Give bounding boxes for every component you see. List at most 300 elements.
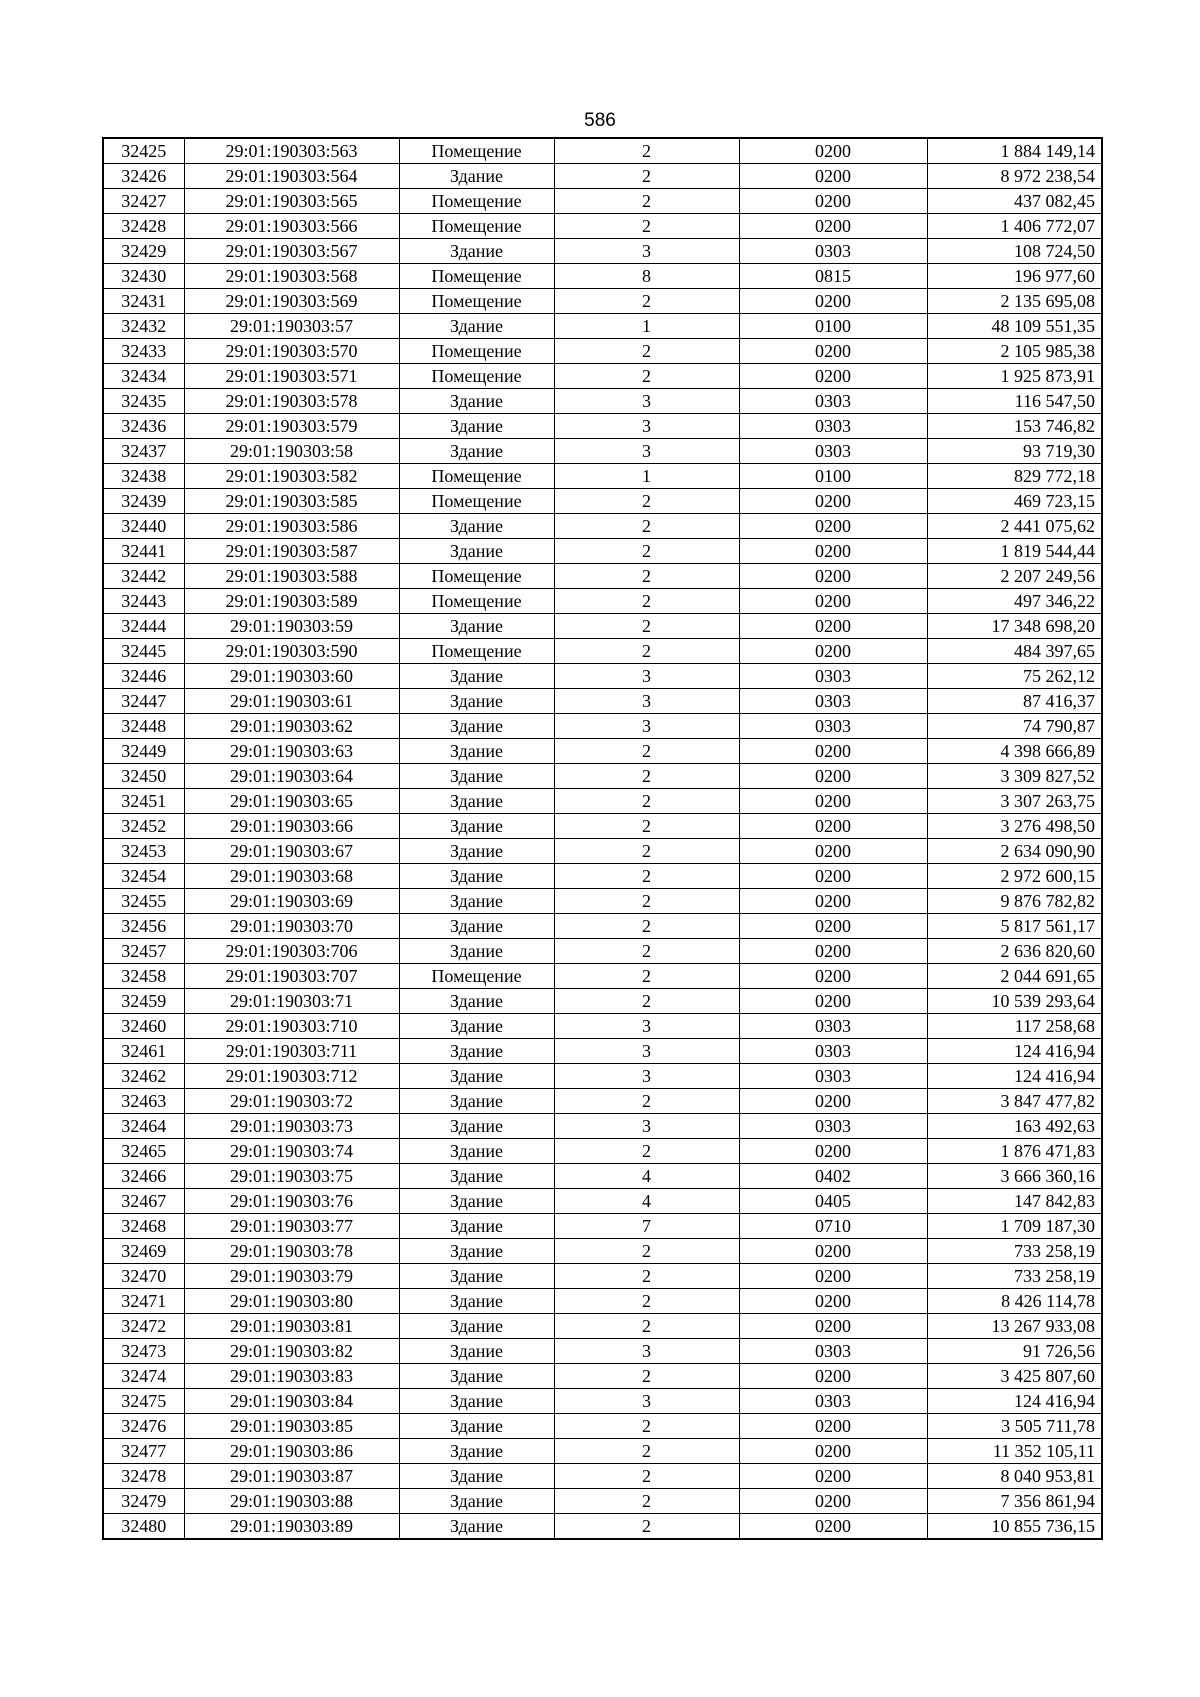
object-type-cell: Помещение <box>399 339 554 364</box>
cadastral-number-cell: 29:01:190303:57 <box>184 314 399 339</box>
row-number-cell: 32463 <box>103 1089 184 1114</box>
group-number-cell: 2 <box>554 764 739 789</box>
cadastral-value-cell: 124 416,94 <box>927 1064 1102 1089</box>
object-type-cell: Помещение <box>399 364 554 389</box>
cadastral-number-cell: 29:01:190303:80 <box>184 1289 399 1314</box>
row-number-cell: 32449 <box>103 739 184 764</box>
group-code-cell: 0303 <box>739 664 927 689</box>
group-code-cell: 0303 <box>739 1389 927 1414</box>
group-code-cell: 0200 <box>739 1514 927 1540</box>
group-code-cell: 0200 <box>739 1314 927 1339</box>
group-code-cell: 0303 <box>739 1064 927 1089</box>
table-row <box>103 1089 1102 1114</box>
row-number-cell: 32453 <box>103 839 184 864</box>
group-number-cell: 2 <box>554 814 739 839</box>
group-code-cell: 0200 <box>739 489 927 514</box>
table-row <box>103 764 1102 789</box>
cadastral-value-cell: 2 441 075,62 <box>927 514 1102 539</box>
table-row <box>103 364 1102 389</box>
group-number-cell: 2 <box>554 914 739 939</box>
row-number-cell: 32427 <box>103 189 184 214</box>
group-number-cell: 2 <box>554 1139 739 1164</box>
row-number-cell: 32466 <box>103 1164 184 1189</box>
cadastral-value-cell: 10 539 293,64 <box>927 989 1102 1014</box>
cadastral-value-cell: 3 847 477,82 <box>927 1089 1102 1114</box>
table-row <box>103 1289 1102 1314</box>
cadastral-number-cell: 29:01:190303:89 <box>184 1514 399 1540</box>
cadastral-number-cell: 29:01:190303:564 <box>184 164 399 189</box>
table-row <box>103 664 1102 689</box>
group-number-cell: 2 <box>554 639 739 664</box>
group-code-cell: 0200 <box>739 164 927 189</box>
row-number-cell: 32478 <box>103 1464 184 1489</box>
cadastral-value-cell: 108 724,50 <box>927 239 1102 264</box>
object-type-cell: Здание <box>399 814 554 839</box>
object-type-cell: Здание <box>399 1089 554 1114</box>
cadastral-value-cell: 1 876 471,83 <box>927 1139 1102 1164</box>
table-row <box>103 1364 1102 1389</box>
cadastral-value-cell: 2 105 985,38 <box>927 339 1102 364</box>
group-number-cell: 2 <box>554 489 739 514</box>
object-type-cell: Здание <box>399 914 554 939</box>
cadastral-number-cell: 29:01:190303:86 <box>184 1439 399 1464</box>
group-code-cell: 0303 <box>739 439 927 464</box>
table-row <box>103 1139 1102 1164</box>
row-number-cell: 32437 <box>103 439 184 464</box>
group-number-cell: 2 <box>554 1239 739 1264</box>
object-type-cell: Здание <box>399 1514 554 1540</box>
table-row <box>103 514 1102 539</box>
group-number-cell: 2 <box>554 889 739 914</box>
group-code-cell: 0200 <box>739 964 927 989</box>
row-number-cell: 32471 <box>103 1289 184 1314</box>
group-number-cell: 8 <box>554 264 739 289</box>
group-number-cell: 2 <box>554 964 739 989</box>
table-row <box>103 138 1102 164</box>
group-number-cell: 2 <box>554 289 739 314</box>
row-number-cell: 32431 <box>103 289 184 314</box>
group-number-cell: 1 <box>554 314 739 339</box>
group-number-cell: 3 <box>554 239 739 264</box>
object-type-cell: Здание <box>399 864 554 889</box>
group-number-cell: 2 <box>554 589 739 614</box>
group-number-cell: 2 <box>554 1264 739 1289</box>
cadastral-value-cell: 2 135 695,08 <box>927 289 1102 314</box>
object-type-cell: Здание <box>399 1414 554 1439</box>
table-row <box>103 439 1102 464</box>
row-number-cell: 32438 <box>103 464 184 489</box>
object-type-cell: Здание <box>399 1314 554 1339</box>
object-type-cell: Здание <box>399 989 554 1014</box>
group-code-cell: 0303 <box>739 414 927 439</box>
group-code-cell: 0815 <box>739 264 927 289</box>
row-number-cell: 32439 <box>103 489 184 514</box>
group-number-cell: 2 <box>554 1089 739 1114</box>
cadastral-value-cell: 2 636 820,60 <box>927 939 1102 964</box>
object-type-cell: Здание <box>399 664 554 689</box>
table-row <box>103 1064 1102 1089</box>
cadastral-number-cell: 29:01:190303:567 <box>184 239 399 264</box>
table-row <box>103 1189 1102 1214</box>
group-number-cell: 2 <box>554 614 739 639</box>
object-type-cell: Здание <box>399 1139 554 1164</box>
group-number-cell: 3 <box>554 1014 739 1039</box>
row-number-cell: 32436 <box>103 414 184 439</box>
cadastral-number-cell: 29:01:190303:590 <box>184 639 399 664</box>
cadastral-number-cell: 29:01:190303:84 <box>184 1389 399 1414</box>
row-number-cell: 32442 <box>103 564 184 589</box>
group-number-cell: 3 <box>554 389 739 414</box>
object-type-cell: Помещение <box>399 589 554 614</box>
group-number-cell: 2 <box>554 1314 739 1339</box>
table-row <box>103 1389 1102 1414</box>
cadastral-number-cell: 29:01:190303:61 <box>184 689 399 714</box>
group-code-cell: 0200 <box>739 1239 927 1264</box>
cadastral-number-cell: 29:01:190303:70 <box>184 914 399 939</box>
cadastral-value-cell: 3 276 498,50 <box>927 814 1102 839</box>
object-type-cell: Здание <box>399 789 554 814</box>
cadastral-value-cell: 2 634 090,90 <box>927 839 1102 864</box>
group-code-cell: 0200 <box>739 1439 927 1464</box>
group-number-cell: 2 <box>554 214 739 239</box>
table-row <box>103 264 1102 289</box>
group-number-cell: 3 <box>554 689 739 714</box>
group-code-cell: 0200 <box>739 364 927 389</box>
table-body <box>103 138 1102 1539</box>
cadastral-number-cell: 29:01:190303:712 <box>184 1064 399 1089</box>
table-row <box>103 489 1102 514</box>
object-type-cell: Помещение <box>399 214 554 239</box>
group-number-cell: 2 <box>554 1414 739 1439</box>
cadastral-value-cell: 1 406 772,07 <box>927 214 1102 239</box>
row-number-cell: 32476 <box>103 1414 184 1439</box>
cadastral-number-cell: 29:01:190303:58 <box>184 439 399 464</box>
row-number-cell: 32479 <box>103 1489 184 1514</box>
group-code-cell: 0200 <box>739 839 927 864</box>
row-number-cell: 32448 <box>103 714 184 739</box>
group-number-cell: 4 <box>554 1164 739 1189</box>
cadastral-value-cell: 3 307 263,75 <box>927 789 1102 814</box>
cadastral-value-cell: 91 726,56 <box>927 1339 1102 1364</box>
row-number-cell: 32445 <box>103 639 184 664</box>
cadastral-number-cell: 29:01:190303:79 <box>184 1264 399 1289</box>
object-type-cell: Здание <box>399 1064 554 1089</box>
cadastral-value-cell: 1 884 149,14 <box>927 138 1102 164</box>
cadastral-number-cell: 29:01:190303:60 <box>184 664 399 689</box>
group-code-cell: 0200 <box>739 1289 927 1314</box>
group-number-cell: 2 <box>554 1464 739 1489</box>
table-row <box>103 889 1102 914</box>
group-code-cell: 0200 <box>739 539 927 564</box>
group-code-cell: 0200 <box>739 864 927 889</box>
row-number-cell: 32464 <box>103 1114 184 1139</box>
cadastral-value-cell: 93 719,30 <box>927 439 1102 464</box>
row-number-cell: 32468 <box>103 1214 184 1239</box>
group-code-cell: 0710 <box>739 1214 927 1239</box>
cadastral-value-cell: 17 348 698,20 <box>927 614 1102 639</box>
object-type-cell: Здание <box>399 314 554 339</box>
row-number-cell: 32430 <box>103 264 184 289</box>
group-code-cell: 0200 <box>739 939 927 964</box>
cadastral-value-cell: 3 666 360,16 <box>927 1164 1102 1189</box>
object-type-cell: Здание <box>399 1014 554 1039</box>
group-number-cell: 2 <box>554 1489 739 1514</box>
cadastral-value-cell: 437 082,45 <box>927 189 1102 214</box>
row-number-cell: 32474 <box>103 1364 184 1389</box>
table-row <box>103 939 1102 964</box>
object-type-cell: Помещение <box>399 489 554 514</box>
cadastral-value-cell: 8 040 953,81 <box>927 1464 1102 1489</box>
group-code-cell: 0200 <box>739 789 927 814</box>
table-row <box>103 1439 1102 1464</box>
object-type-cell: Здание <box>399 389 554 414</box>
group-number-cell: 2 <box>554 789 739 814</box>
cadastral-number-cell: 29:01:190303:586 <box>184 514 399 539</box>
group-number-cell: 2 <box>554 564 739 589</box>
group-number-cell: 3 <box>554 439 739 464</box>
cadastral-number-cell: 29:01:190303:77 <box>184 1214 399 1239</box>
object-type-cell: Помещение <box>399 138 554 164</box>
row-number-cell: 32458 <box>103 964 184 989</box>
cadastral-number-cell: 29:01:190303:63 <box>184 739 399 764</box>
cadastral-number-cell: 29:01:190303:72 <box>184 1089 399 1114</box>
group-code-cell: 0200 <box>739 1464 927 1489</box>
object-type-cell: Здание <box>399 1039 554 1064</box>
cadastral-number-cell: 29:01:190303:563 <box>184 138 399 164</box>
row-number-cell: 32456 <box>103 914 184 939</box>
cadastral-value-cell: 733 258,19 <box>927 1264 1102 1289</box>
cadastral-value-cell: 469 723,15 <box>927 489 1102 514</box>
row-number-cell: 32428 <box>103 214 184 239</box>
group-number-cell: 3 <box>554 414 739 439</box>
cadastral-value-cell: 87 416,37 <box>927 689 1102 714</box>
group-number-cell: 2 <box>554 864 739 889</box>
object-type-cell: Здание <box>399 239 554 264</box>
row-number-cell: 32480 <box>103 1514 184 1540</box>
object-type-cell: Помещение <box>399 289 554 314</box>
row-number-cell: 32457 <box>103 939 184 964</box>
group-number-cell: 2 <box>554 1364 739 1389</box>
cadastral-value-cell: 48 109 551,35 <box>927 314 1102 339</box>
table-row <box>103 1239 1102 1264</box>
row-number-cell: 32434 <box>103 364 184 389</box>
cadastral-value-cell: 497 346,22 <box>927 589 1102 614</box>
cadastral-number-cell: 29:01:190303:69 <box>184 889 399 914</box>
cadastral-value-cell: 74 790,87 <box>927 714 1102 739</box>
object-type-cell: Здание <box>399 739 554 764</box>
cadastral-value-cell: 8 426 114,78 <box>927 1289 1102 1314</box>
object-type-cell: Помещение <box>399 564 554 589</box>
row-number-cell: 32459 <box>103 989 184 1014</box>
cadastral-value-cell: 2 044 691,65 <box>927 964 1102 989</box>
cadastral-value-cell: 1 925 873,91 <box>927 364 1102 389</box>
cadastral-value-cell: 10 855 736,15 <box>927 1514 1102 1540</box>
object-type-cell: Здание <box>399 1114 554 1139</box>
object-type-cell: Здание <box>399 539 554 564</box>
group-code-cell: 0200 <box>739 564 927 589</box>
group-number-cell: 2 <box>554 1514 739 1540</box>
group-number-cell: 3 <box>554 714 739 739</box>
object-type-cell: Здание <box>399 1214 554 1239</box>
table-row <box>103 1314 1102 1339</box>
object-type-cell: Здание <box>399 689 554 714</box>
cadastral-number-cell: 29:01:190303:565 <box>184 189 399 214</box>
group-code-cell: 0200 <box>739 189 927 214</box>
cadastral-value-cell: 13 267 933,08 <box>927 1314 1102 1339</box>
cadastral-number-cell: 29:01:190303:71 <box>184 989 399 1014</box>
table-row <box>103 864 1102 889</box>
group-code-cell: 0200 <box>739 1364 927 1389</box>
table-row <box>103 214 1102 239</box>
cadastral-value-cell: 124 416,94 <box>927 1389 1102 1414</box>
cadastral-value-cell: 8 972 238,54 <box>927 164 1102 189</box>
row-number-cell: 32467 <box>103 1189 184 1214</box>
table-row <box>103 164 1102 189</box>
group-number-cell: 2 <box>554 339 739 364</box>
object-type-cell: Здание <box>399 1489 554 1514</box>
cadastral-value-cell: 153 746,82 <box>927 414 1102 439</box>
table-row <box>103 639 1102 664</box>
group-code-cell: 0402 <box>739 1164 927 1189</box>
cadastral-value-cell: 1 709 187,30 <box>927 1214 1102 1239</box>
group-code-cell: 0200 <box>739 639 927 664</box>
group-code-cell: 0200 <box>739 339 927 364</box>
cadastral-number-cell: 29:01:190303:65 <box>184 789 399 814</box>
cadastral-number-cell: 29:01:190303:85 <box>184 1414 399 1439</box>
row-number-cell: 32461 <box>103 1039 184 1064</box>
group-number-cell: 2 <box>554 939 739 964</box>
group-code-cell: 0303 <box>739 689 927 714</box>
cadastral-value-cell: 4 398 666,89 <box>927 739 1102 764</box>
group-number-cell: 3 <box>554 1114 739 1139</box>
group-code-cell: 0200 <box>739 1264 927 1289</box>
cadastral-value-cell: 2 972 600,15 <box>927 864 1102 889</box>
cadastral-value-cell: 9 876 782,82 <box>927 889 1102 914</box>
cadastral-value-cell: 147 842,83 <box>927 1189 1102 1214</box>
row-number-cell: 32477 <box>103 1439 184 1464</box>
table-row <box>103 1514 1102 1540</box>
row-number-cell: 32444 <box>103 614 184 639</box>
object-type-cell: Здание <box>399 1264 554 1289</box>
table-row <box>103 1414 1102 1439</box>
table-row <box>103 839 1102 864</box>
cadastral-number-cell: 29:01:190303:76 <box>184 1189 399 1214</box>
group-code-cell: 0200 <box>739 589 927 614</box>
cadastral-number-cell: 29:01:190303:78 <box>184 1239 399 1264</box>
group-number-cell: 2 <box>554 189 739 214</box>
cadastral-number-cell: 29:01:190303:67 <box>184 839 399 864</box>
row-number-cell: 32469 <box>103 1239 184 1264</box>
group-number-cell: 2 <box>554 514 739 539</box>
group-number-cell: 2 <box>554 1289 739 1314</box>
object-type-cell: Здание <box>399 1389 554 1414</box>
table-row <box>103 964 1102 989</box>
cadastral-number-cell: 29:01:190303:582 <box>184 464 399 489</box>
row-number-cell: 32455 <box>103 889 184 914</box>
object-type-cell: Здание <box>399 889 554 914</box>
table-row <box>103 739 1102 764</box>
row-number-cell: 32465 <box>103 1139 184 1164</box>
table-row <box>103 1014 1102 1039</box>
cadastral-value-cell: 1 819 544,44 <box>927 539 1102 564</box>
group-number-cell: 3 <box>554 1064 739 1089</box>
cadastral-number-cell: 29:01:190303:74 <box>184 1139 399 1164</box>
cadastral-number-cell: 29:01:190303:707 <box>184 964 399 989</box>
row-number-cell: 32452 <box>103 814 184 839</box>
row-number-cell: 32462 <box>103 1064 184 1089</box>
group-code-cell: 0200 <box>739 889 927 914</box>
object-type-cell: Помещение <box>399 264 554 289</box>
cadastral-number-cell: 29:01:190303:87 <box>184 1464 399 1489</box>
group-code-cell: 0100 <box>739 314 927 339</box>
row-number-cell: 32435 <box>103 389 184 414</box>
cadastral-number-cell: 29:01:190303:75 <box>184 1164 399 1189</box>
group-code-cell: 0200 <box>739 739 927 764</box>
cadastral-number-cell: 29:01:190303:568 <box>184 264 399 289</box>
object-type-cell: Здание <box>399 1464 554 1489</box>
object-type-cell: Помещение <box>399 964 554 989</box>
row-number-cell: 32425 <box>103 138 184 164</box>
object-type-cell: Здание <box>399 1439 554 1464</box>
row-number-cell: 32429 <box>103 239 184 264</box>
cadastral-value-cell: 163 492,63 <box>927 1114 1102 1139</box>
group-code-cell: 0200 <box>739 989 927 1014</box>
table-row <box>103 789 1102 814</box>
cadastral-value-cell: 124 416,94 <box>927 1039 1102 1064</box>
object-type-cell: Здание <box>399 614 554 639</box>
row-number-cell: 32451 <box>103 789 184 814</box>
table-row <box>103 589 1102 614</box>
group-number-cell: 3 <box>554 664 739 689</box>
group-code-cell: 0200 <box>739 1489 927 1514</box>
group-number-cell: 2 <box>554 1439 739 1464</box>
table-row <box>103 1489 1102 1514</box>
cadastral-value-cell: 484 397,65 <box>927 639 1102 664</box>
table-row <box>103 539 1102 564</box>
cadastral-value-cell: 3 309 827,52 <box>927 764 1102 789</box>
row-number-cell: 32460 <box>103 1014 184 1039</box>
table-row <box>103 1214 1102 1239</box>
cadastral-number-cell: 29:01:190303:588 <box>184 564 399 589</box>
object-type-cell: Здание <box>399 1189 554 1214</box>
row-number-cell: 32432 <box>103 314 184 339</box>
group-code-cell: 0200 <box>739 1089 927 1114</box>
cadastral-number-cell: 29:01:190303:62 <box>184 714 399 739</box>
table-row <box>103 1114 1102 1139</box>
row-number-cell: 32473 <box>103 1339 184 1364</box>
group-code-cell: 0200 <box>739 614 927 639</box>
cadastral-value-cell: 11 352 105,11 <box>927 1439 1102 1464</box>
cadastral-number-cell: 29:01:190303:587 <box>184 539 399 564</box>
table-row <box>103 1464 1102 1489</box>
cadastral-number-cell: 29:01:190303:571 <box>184 364 399 389</box>
cadastral-number-cell: 29:01:190303:710 <box>184 1014 399 1039</box>
row-number-cell: 32472 <box>103 1314 184 1339</box>
object-type-cell: Здание <box>399 839 554 864</box>
group-number-cell: 2 <box>554 839 739 864</box>
cadastral-value-cell: 733 258,19 <box>927 1239 1102 1264</box>
table-row <box>103 1164 1102 1189</box>
group-code-cell: 0200 <box>739 289 927 314</box>
group-code-cell: 0100 <box>739 464 927 489</box>
cadastral-number-cell: 29:01:190303:59 <box>184 614 399 639</box>
group-code-cell: 0200 <box>739 1139 927 1164</box>
group-code-cell: 0303 <box>739 1339 927 1364</box>
table-row <box>103 1339 1102 1364</box>
cadastral-value-table <box>102 137 1103 1540</box>
cadastral-number-cell: 29:01:190303:82 <box>184 1339 399 1364</box>
group-number-cell: 3 <box>554 1389 739 1414</box>
